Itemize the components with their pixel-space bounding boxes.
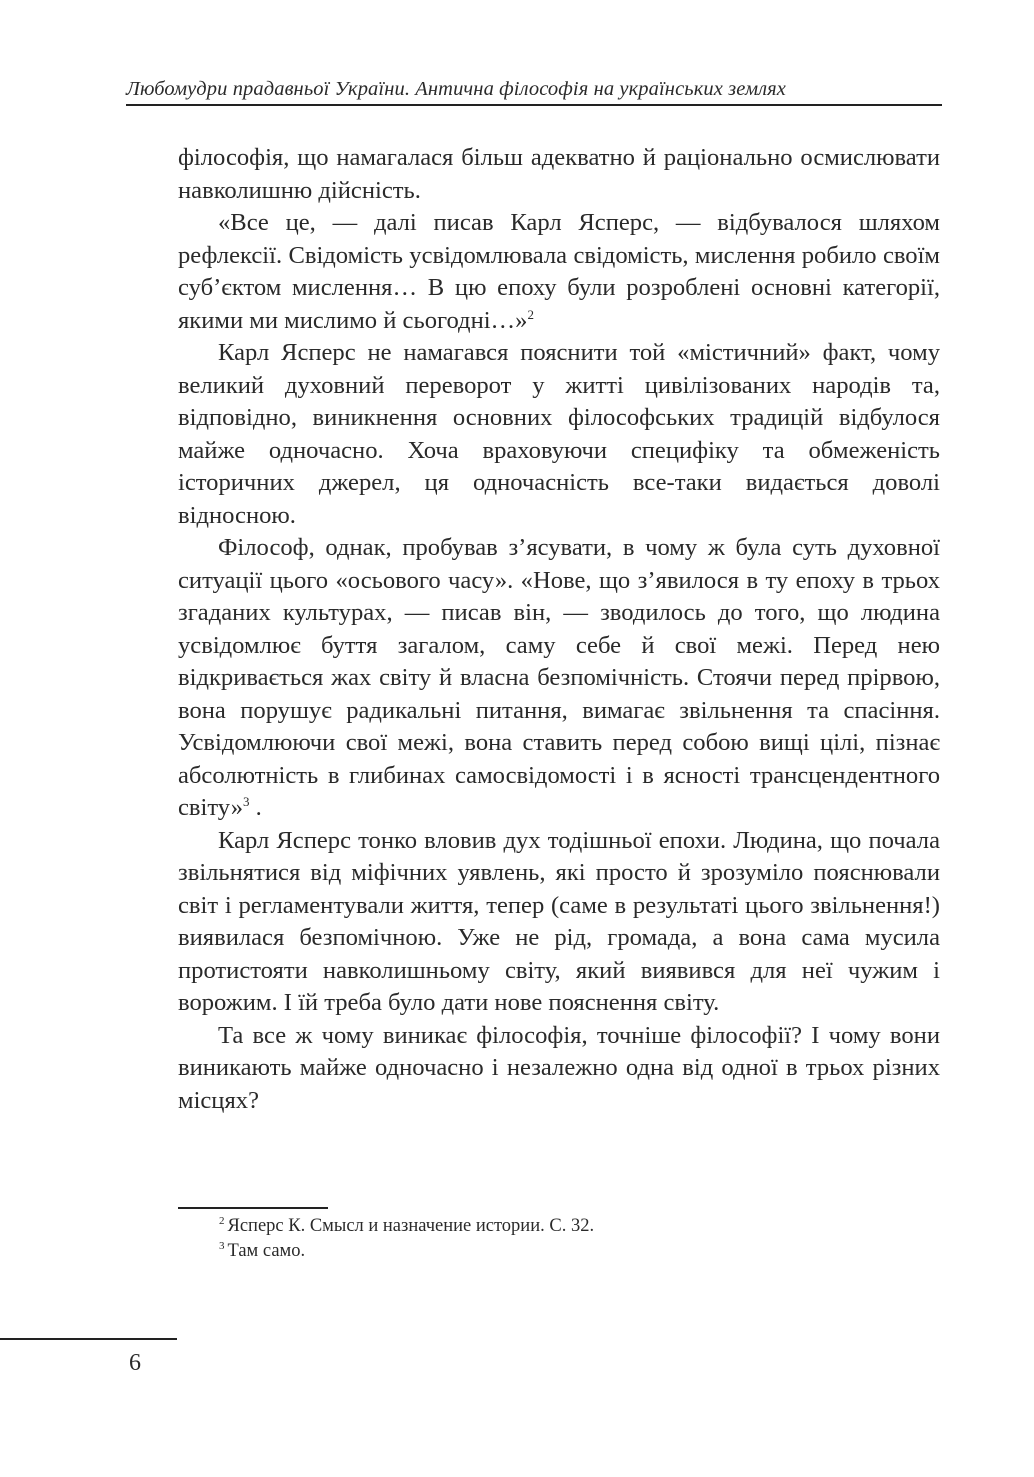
paragraph: «Все це, — далі писав Карл Ясперс, — відбувалося шляхом рефлексії. Свідомість усвідомлювала свідомість, мислення робило своїм суб’єктом мислення… В цю епоху були розроблені основні категорії, якими ми мислимо й сьогодні…»$^2$ (178, 209, 940, 334)
footnotes (219, 1214, 594, 1264)
footnote-number: 3 (219, 1239, 225, 1252)
footnote-number: 2 (219, 1214, 225, 1227)
footnote-text: Ясперс К. Смысл и назначение истории. С. 32. (227, 1216, 595, 1236)
footnote (219, 1239, 594, 1264)
footnote-text: Там само. (227, 1241, 306, 1261)
paragraph: Карл Ясперс не намагався пояснити той «містичний» факт, чому великий духовний переворот у житті цивілізованих народів та, відповідно, виникнення основних філософських традицій відбулося майже одночасно. Хоча враховуючи специфіку та обмеженість історичних джерел, ця одночасність все-таки видається доволі відносною. (178, 339, 940, 529)
footnote (219, 1214, 594, 1239)
paragraph: Карл Ясперс тонко вловив дух тодішньої епохи. Людина, що почала звільнятися від міфічних уявлень, які просто й зрозуміло пояснювали світ і регламентували життя, тепер (саме в результаті цього звільнення!) виявилася безпомічною. Уже не рід, громада, а вона сама мусила протистояти навколишньому світу, який виявився для неї чужим і ворожим. І їй треба було дати нове пояснення світу. (178, 826, 940, 1016)
footnote-ref[interactable]: 2 (527, 306, 534, 322)
body-text (178, 142, 940, 1117)
paragraph: Філософ, однак, пробував з’ясувати, в чому ж була суть духовної ситуації цього «осьового часу». «Нове, що з’явилося в ту епоху в трьох згаданих культурах, — писав він, — зводилось до того, що людина усвідомлює буття загалом, саму себе й свої межі. Перед нею відкривається жах світу й власна безпомічність. Стоячи перед прірвою, вона порушує радикальні питання, вимагає звільнення та спасіння. Усвідомлюючи свої межі, вона ставить перед собою вищі цілі, пізнає абсолютність в глибинах самосвідомості і в ясності трансцендентного світу»$^3$ . (178, 534, 940, 821)
footnote-ref[interactable]: 3 (243, 793, 250, 809)
paragraph: Та все ж чому виникає філософія, точніше філософії? І чому вони виникають майже одночасно і незалежно одна від одної в трьох різних місцях? (178, 1021, 940, 1114)
running-header: Любомудри прадавньої України. Антична філософія на українських землях (126, 78, 786, 100)
header-rule (126, 104, 942, 106)
page-number: 6 (129, 1350, 141, 1376)
paragraph: філософія, що намагалася більш адекватно й раціонально осмислювати навколишню дійсність. (178, 144, 940, 204)
page-number-rule (0, 1338, 177, 1340)
footnote-rule (178, 1207, 328, 1209)
